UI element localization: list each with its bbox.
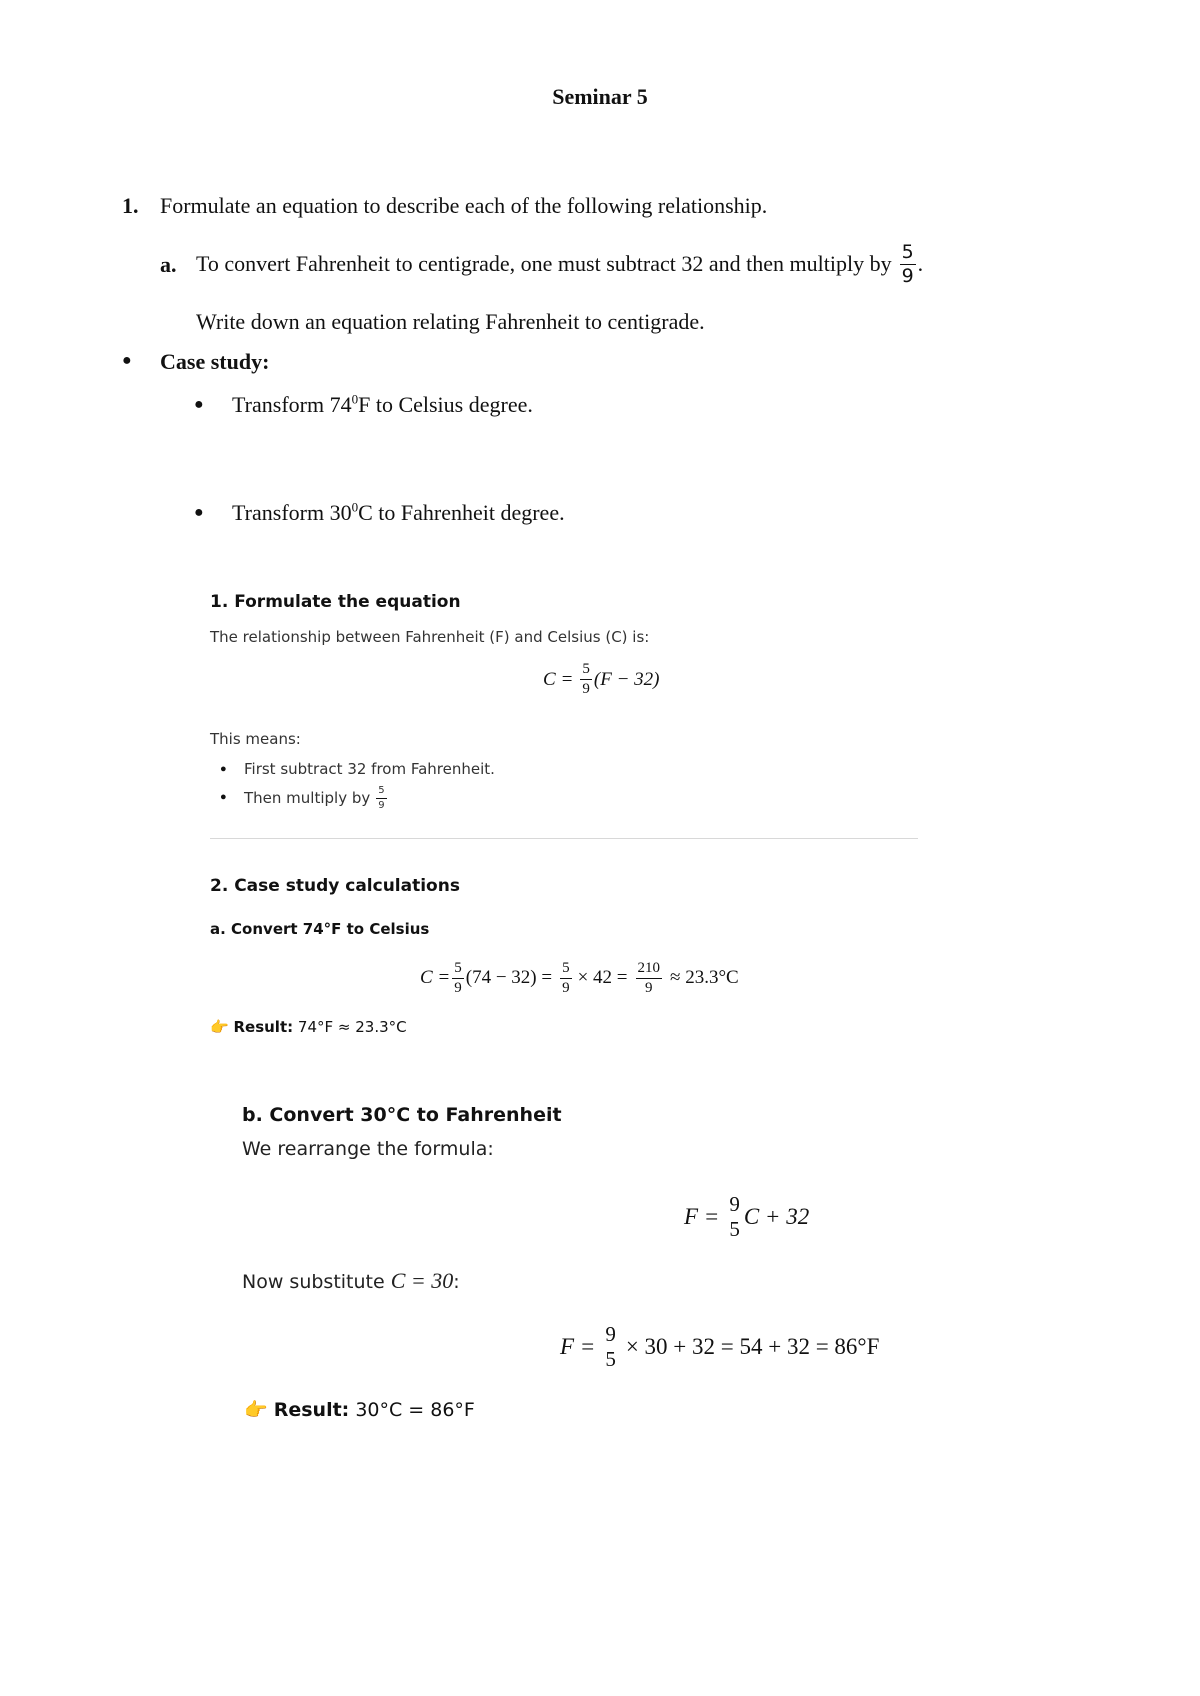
solution-section1-intro: The relationship between Fahrenheit (F) and Celsius (C) is: bbox=[210, 628, 650, 646]
celsius-calculation: C = $\frac{5}{9}$ (74 − 32) = $\frac{5}{9}$ × 42 = $\frac{210}{9}$ ≈ 23.3°C bbox=[420, 959, 739, 996]
part-b-conversion-heading: b. Convert 30°C to Fahrenheit bbox=[242, 1104, 562, 1126]
bullet-icon: ● bbox=[194, 396, 204, 413]
case-item-2: Transform $30^0C$ to Fahrenheit degree. bbox=[232, 499, 565, 525]
part-a-frac-den: 9 bbox=[901, 264, 914, 287]
part-a-conversion-heading: a. Convert 74°F to Celsius bbox=[210, 920, 430, 938]
part-a-text bbox=[196, 236, 923, 292]
part-a-frac-num: 5 bbox=[901, 240, 914, 263]
result-a: 👉 Result: 74°F ≈ 23.3°C bbox=[210, 1018, 407, 1036]
page-title: Seminar 5 bbox=[552, 84, 648, 109]
pointing-hand-icon: 👉 bbox=[244, 1399, 268, 1421]
bullet-icon: ● bbox=[122, 352, 132, 369]
part-a-instruction: Write down an equation relating Fahrenheit to centigrade. bbox=[196, 309, 705, 334]
question-text: Formulate an equation to describe each of the following relationship. bbox=[160, 193, 768, 218]
result-b: 👉 Result: 30°C = 86°F bbox=[244, 1399, 475, 1421]
part-a-sentence: To convert Fahrenheit to centigrade, one must subtract 32 and then multiply by bbox=[196, 251, 892, 276]
solution-section2-heading: 2. Case study calculations bbox=[210, 876, 460, 896]
solution-section1-heading: 1. Formulate the equation bbox=[210, 592, 461, 612]
pointing-hand-icon: 👉 bbox=[210, 1018, 229, 1036]
question-number: 1. bbox=[122, 193, 139, 218]
part-a-period: . bbox=[917, 251, 924, 276]
case-study-heading: Case study: bbox=[160, 349, 270, 374]
part-b-intro: We rearrange the formula: bbox=[242, 1138, 494, 1160]
section-divider bbox=[210, 838, 918, 839]
step-2: Then multiply by $\frac{5}{9}$ bbox=[244, 784, 385, 811]
step-1: First subtract 32 from Fahrenheit. bbox=[244, 760, 495, 778]
part-a-label: a. bbox=[160, 252, 177, 277]
celsius-formula: C = $\frac{5}{9}$ (F − 32) bbox=[543, 661, 660, 697]
bullet-icon: ● bbox=[194, 504, 204, 521]
means-label: This means: bbox=[210, 730, 301, 748]
bullet-icon: ● bbox=[220, 791, 227, 803]
bullet-icon: ● bbox=[220, 763, 227, 775]
part-a-fraction bbox=[900, 240, 916, 287]
case-item-1: Transform $74^0F$ to Celsius degree. bbox=[232, 391, 533, 417]
fahrenheit-formula: F = 9 5 C + 32 bbox=[684, 1192, 810, 1241]
fahrenheit-calculation: F = 9 5 × 30 + 32 = 54 + 32 = 86°F bbox=[560, 1322, 880, 1371]
substitute-line: Now substitute C = 30: bbox=[242, 1268, 460, 1293]
